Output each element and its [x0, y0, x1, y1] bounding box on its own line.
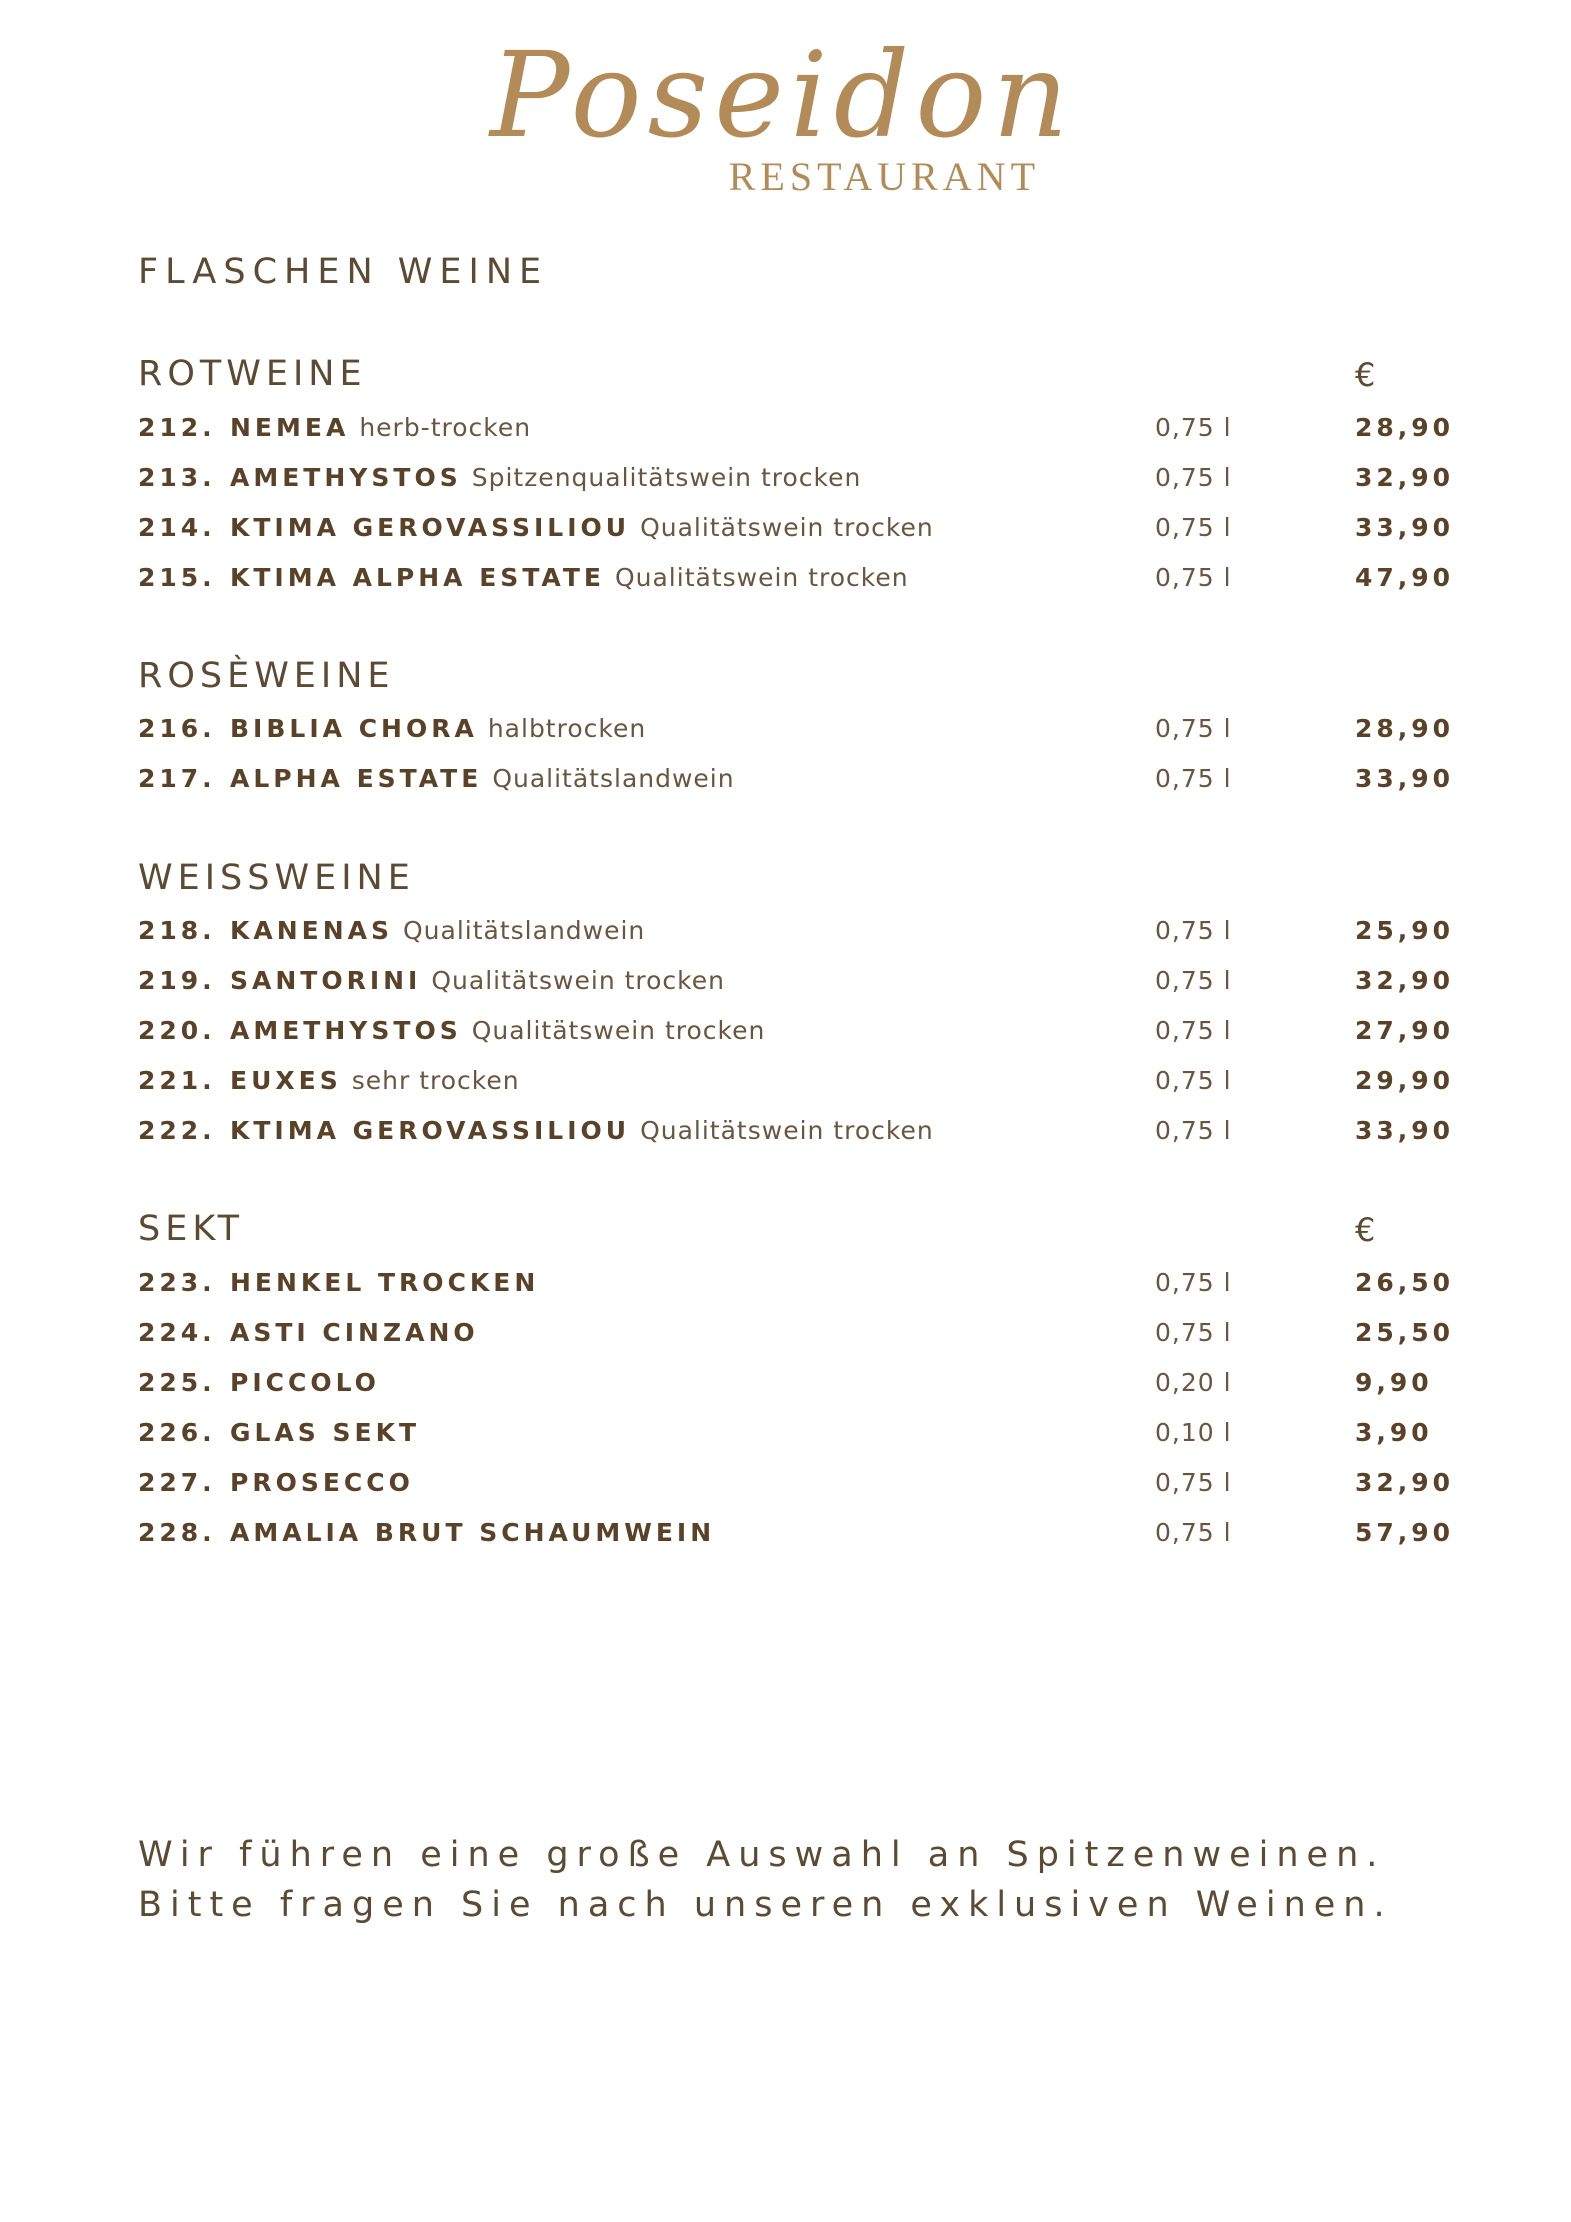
wine-row [138, 463, 1458, 503]
wine-row [138, 1468, 1458, 1508]
page-title: FLASCHEN WEINE [138, 252, 549, 292]
wine-row [138, 714, 1458, 754]
item-name: AMETHYSTOS [230, 463, 462, 492]
item-number: 217. [138, 764, 216, 793]
wine-row [138, 413, 1458, 453]
logo-script-text: Poseidon [490, 26, 1075, 164]
wine-row [138, 764, 1458, 804]
item-number: 225. [138, 1368, 216, 1397]
item-volume: 0,75 l [1155, 1318, 1232, 1347]
wine-row [138, 916, 1458, 956]
section-title-weissweine: WEISSWEINE [138, 858, 415, 898]
item-note: Qualitätswein trocken [640, 513, 934, 542]
section-title-roseweine: ROSÈWEINE [138, 656, 395, 696]
item-volume: 0,75 l [1155, 1016, 1232, 1045]
currency-symbol: € [1355, 1211, 1376, 1249]
item-price: 26,50 [1355, 1268, 1455, 1297]
item-volume: 0,75 l [1155, 714, 1232, 743]
currency-symbol: € [1355, 356, 1376, 394]
item-note: Qualitätswein trocken [614, 563, 909, 592]
wine-row [138, 1418, 1458, 1458]
item-name: KTIMA ALPHA ESTATE [230, 563, 605, 592]
item-note: Qualitätswein trocken [471, 1016, 766, 1045]
item-name: EUXES [230, 1066, 342, 1095]
item-name: ALPHA ESTATE [230, 764, 483, 793]
wine-row [138, 1116, 1458, 1156]
item-name: PICCOLO [230, 1368, 380, 1397]
item-price: 27,90 [1355, 1016, 1455, 1045]
wine-row [138, 1318, 1458, 1358]
wine-row [138, 563, 1458, 603]
item-number: 216. [138, 714, 216, 743]
item-number: 222. [138, 1116, 216, 1145]
item-number: 219. [138, 966, 216, 995]
item-number: 221. [138, 1066, 216, 1095]
wine-row [138, 966, 1458, 1006]
item-name: HENKEL TROCKEN [230, 1268, 540, 1297]
item-volume: 0,75 l [1155, 916, 1232, 945]
item-price: 57,90 [1355, 1518, 1455, 1547]
item-price: 25,50 [1355, 1318, 1455, 1347]
item-price: 3,90 [1355, 1418, 1433, 1447]
item-volume: 0,75 l [1155, 513, 1232, 542]
item-volume: 0,75 l [1155, 413, 1232, 442]
item-volume: 0,75 l [1155, 463, 1232, 492]
item-volume: 0,75 l [1155, 1116, 1232, 1145]
item-volume: 0,75 l [1155, 764, 1232, 793]
item-note: Qualitätslandwein [492, 764, 735, 793]
wine-row [138, 1368, 1458, 1408]
item-number: 215. [138, 563, 216, 592]
logo-subtitle: RESTAURANT [728, 154, 1040, 199]
item-note: Qualitätswein trocken [640, 1116, 934, 1145]
item-number: 220. [138, 1016, 216, 1045]
item-price: 33,90 [1355, 513, 1455, 542]
item-name: BIBLIA CHORA [230, 714, 478, 743]
item-number: 223. [138, 1268, 216, 1297]
footer-line-2: Bitte fragen Sie nach unseren exklusiven Weinen. [138, 1885, 1393, 1925]
item-volume: 0,10 l [1155, 1418, 1232, 1447]
item-name: AMALIA BRUT SCHAUMWEIN [230, 1518, 716, 1547]
wine-row [138, 1518, 1458, 1558]
item-number: 218. [138, 916, 216, 945]
footer-note [138, 1830, 1393, 1930]
item-note: herb-trocken [359, 413, 532, 442]
item-number: 213. [138, 463, 216, 492]
item-volume: 0,75 l [1155, 1518, 1232, 1547]
item-name: KTIMA GEROVASSILIOU [230, 1116, 631, 1145]
item-note: halbtrocken [487, 714, 647, 743]
wine-row [138, 513, 1458, 553]
item-number: 214. [138, 513, 216, 542]
item-volume: 0,20 l [1155, 1368, 1232, 1397]
item-price: 33,90 [1355, 764, 1455, 793]
item-note: Spitzenqualitätswein trocken [471, 463, 862, 492]
item-volume: 0,75 l [1155, 563, 1232, 592]
item-name: KTIMA GEROVASSILIOU [230, 513, 631, 542]
restaurant-logo [470, 26, 1075, 200]
item-price: 9,90 [1355, 1368, 1433, 1397]
item-number: 227. [138, 1468, 216, 1497]
item-name: AMETHYSTOS [230, 1016, 462, 1045]
item-price: 32,90 [1355, 1468, 1455, 1497]
item-price: 28,90 [1355, 413, 1455, 442]
item-name: KANENAS [230, 916, 393, 945]
section-title-rotweine: ROTWEINE [138, 354, 367, 394]
item-name: SANTORINI [230, 966, 422, 995]
wine-row [138, 1066, 1458, 1106]
item-name: NEMEA [230, 413, 350, 442]
item-name: GLAS SEKT [230, 1418, 421, 1447]
section-title-sekt: SEKT [138, 1209, 244, 1249]
footer-line-1: Wir führen eine große Auswahl an Spitzenweinen. [138, 1835, 1386, 1875]
item-price: 32,90 [1355, 966, 1455, 995]
item-number: 224. [138, 1318, 216, 1347]
item-note: sehr trocken [351, 1066, 520, 1095]
item-volume: 0,75 l [1155, 966, 1232, 995]
item-price: 47,90 [1355, 563, 1455, 592]
wine-row [138, 1016, 1458, 1056]
item-name: PROSECCO [230, 1468, 414, 1497]
item-note: Qualitätswein trocken [431, 966, 725, 995]
item-note: Qualitätslandwein [403, 916, 646, 945]
wine-row [138, 1268, 1458, 1308]
item-name: ASTI CINZANO [230, 1318, 479, 1347]
item-volume: 0,75 l [1155, 1268, 1232, 1297]
item-price: 29,90 [1355, 1066, 1455, 1095]
item-volume: 0,75 l [1155, 1066, 1232, 1095]
item-number: 212. [138, 413, 216, 442]
item-price: 33,90 [1355, 1116, 1455, 1145]
item-price: 25,90 [1355, 916, 1455, 945]
item-price: 32,90 [1355, 463, 1455, 492]
item-number: 228. [138, 1518, 216, 1547]
item-volume: 0,75 l [1155, 1468, 1232, 1497]
item-number: 226. [138, 1418, 216, 1447]
item-price: 28,90 [1355, 714, 1455, 743]
